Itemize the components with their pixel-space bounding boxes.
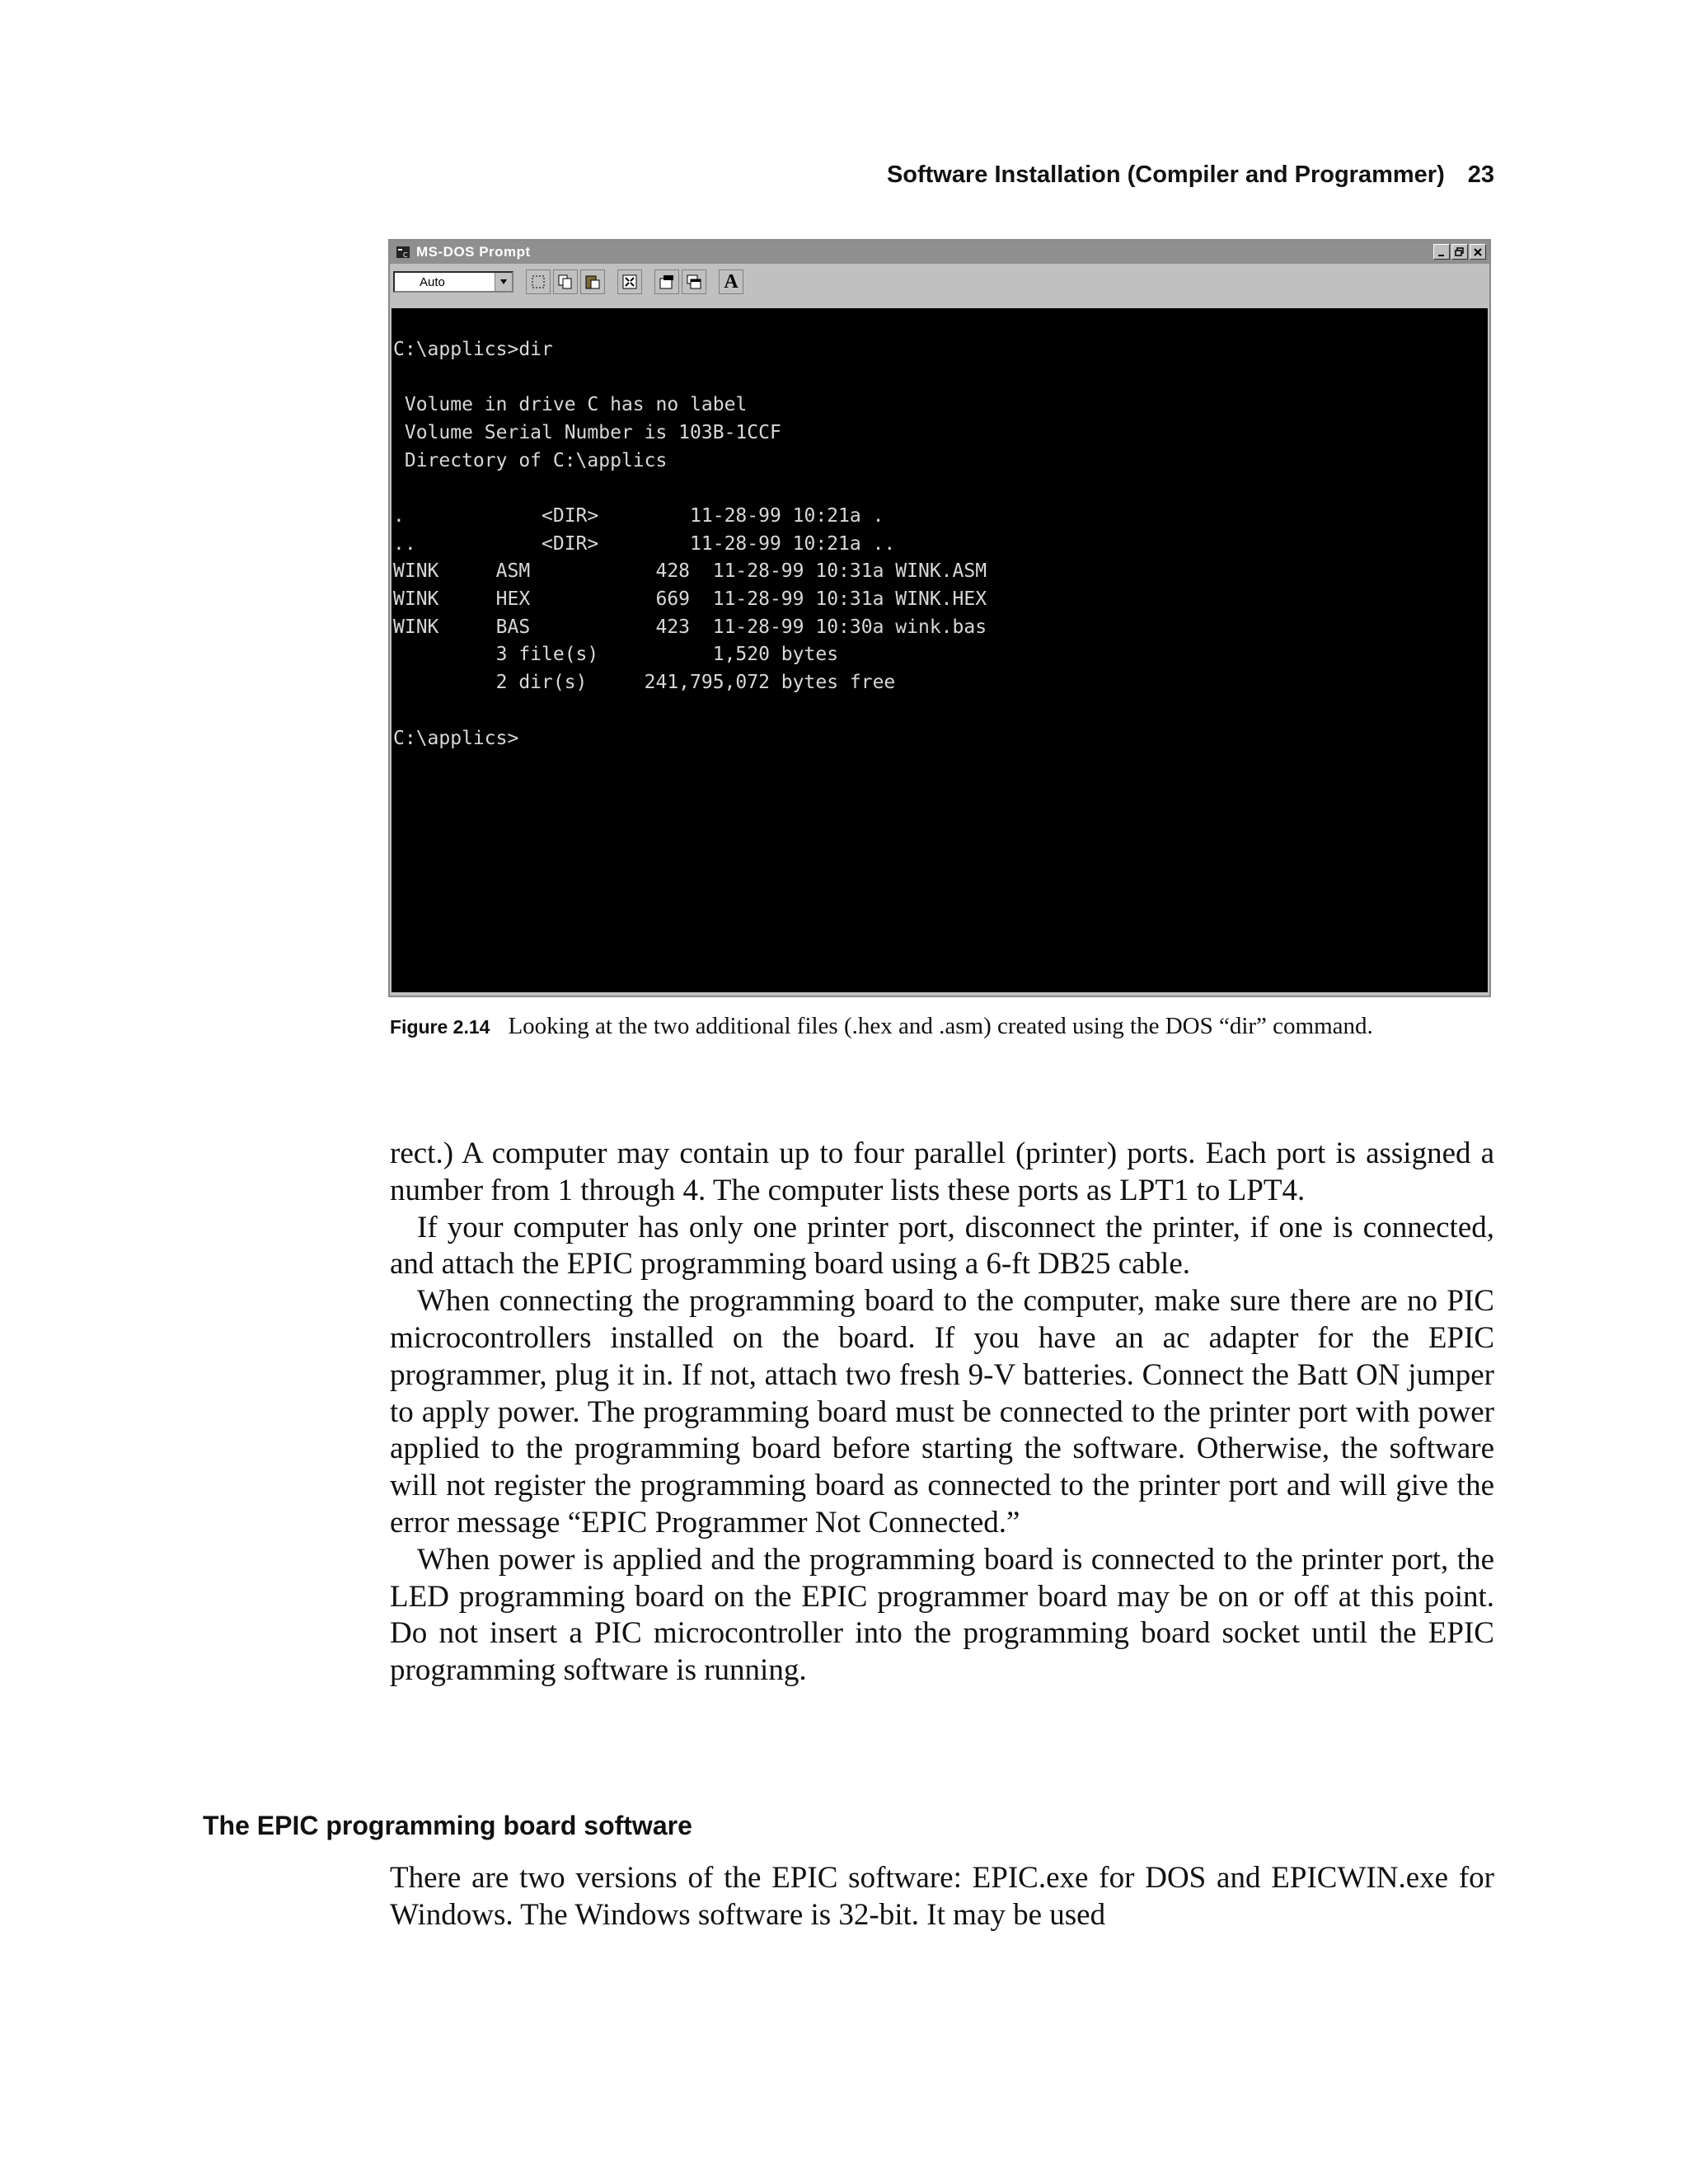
window-titlebar: [390, 241, 1489, 264]
ms-dos-icon: [395, 244, 411, 260]
dos-toolbar: [390, 264, 1489, 300]
paragraph: If your computer has only one printer port, disconnect the printer, if one is connected, and attach the EPIC programming board using a 6-ft DB25 cable.: [390, 1210, 1494, 1282]
properties-icon[interactable]: [654, 269, 679, 294]
console-text: C:\applics>dir Volume in drive C has no label Volume Serial Number is 103B-1CCF Directory of C:\applics . <DIR> 11-28-99 10:21a . .. <DIR> 11-28-99 10:21a .. WINK ASM 428 11-28-99 10:31a WINK.ASM WINK HEX 669 11-28-99 10:31a WINK.HEX WINK BAS 423 11-28-99 10:30a wink.bas 3 file(s) 1,520 bytes 2 dir(s) 241,795,072 bytes free C:\applics>: [393, 338, 987, 749]
restore-button[interactable]: [1451, 244, 1468, 260]
close-button[interactable]: [1470, 244, 1486, 260]
figure-caption-text: Looking at the two additional files (.hex and .asm) created using the DOS “dir” command.: [508, 1013, 1373, 1039]
running-head: [887, 162, 1494, 189]
page-number: 23: [1467, 162, 1494, 188]
chevron-down-icon[interactable]: [495, 273, 512, 291]
dos-prompt-window: [388, 239, 1491, 997]
console-output[interactable]: [392, 308, 1488, 992]
paragraph: There are two versions of the EPIC software: EPIC.exe for DOS and EPICWIN.exe for Windows. The Windows software is 32-bit. It may be used: [390, 1861, 1494, 1932]
window-controls: [1433, 244, 1486, 260]
font-size-value: Auto: [420, 274, 445, 289]
font-icon[interactable]: A: [719, 269, 743, 294]
paragraph: rect.) A computer may contain up to four parallel (printer) ports. Each port is assigned a number from 1 through 4. The computer lists these ports as LPT1 to LPT4.: [390, 1137, 1494, 1207]
background-icon[interactable]: [682, 269, 706, 294]
running-title: Software Installation (Compiler and Programmer): [886, 162, 1445, 188]
section-body: [390, 1860, 1494, 1934]
paste-icon[interactable]: [580, 269, 605, 294]
figure-label: Figure 2.14: [390, 1016, 490, 1038]
paragraph: When power is applied and the programming board is connected to the printer port, the LED programming board on the EPIC programmer board may be on or off at this point. Do not insert a PIC microcontroller into the programming board socket until the EPIC programming software is running.: [390, 1542, 1494, 1688]
font-size-select[interactable]: [393, 271, 513, 293]
svg-text:C: C: [403, 251, 408, 259]
figure-caption: [390, 1012, 1494, 1042]
minimize-button[interactable]: [1433, 244, 1450, 260]
full-screen-icon[interactable]: [617, 269, 642, 294]
mark-icon[interactable]: [526, 269, 551, 294]
paragraph: When connecting the programming board to the computer, make sure there are no PIC microcontrollers installed on the board. If you have an ac adapter for the EPIC programmer, plug it in. If not, attach two fresh 9-V batteries. Connect the Batt ON jumper to apply power. The programming board must be connected to the printer port with power applied to the programming board before starting the software. Otherwise, the software will not register the programming board as connected to the printer port and will give the error message “EPIC Programmer Not Connected.”: [390, 1284, 1494, 1540]
copy-icon[interactable]: [553, 269, 578, 294]
body-text: [390, 1136, 1494, 1690]
window-title: MS-DOS Prompt: [416, 244, 531, 260]
section-heading: The EPIC programming board software: [203, 1811, 692, 1840]
